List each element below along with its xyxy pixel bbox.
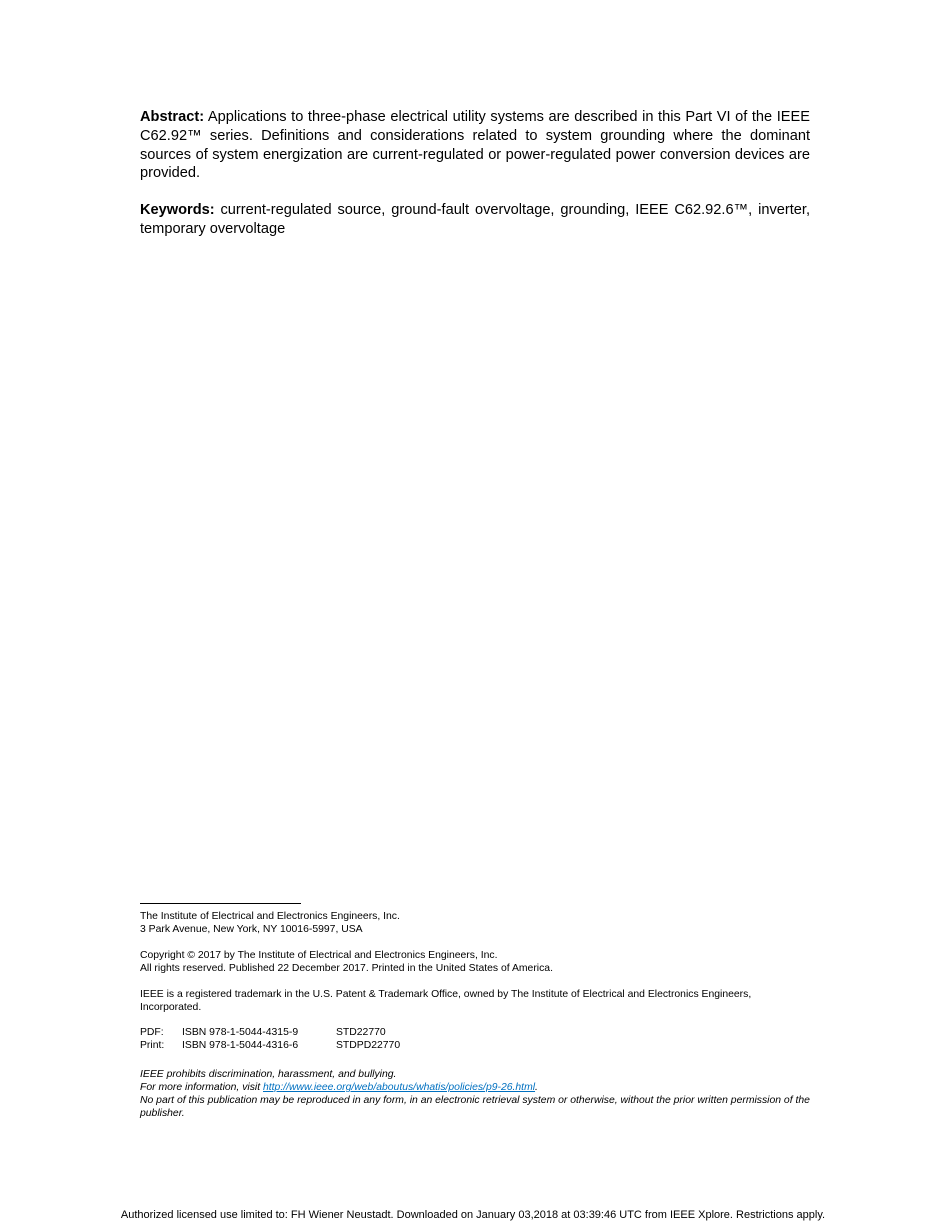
trademark-notice [140,988,810,1014]
policy-link[interactable]: http://www.ieee.org/web/aboutus/whatis/policies/p9-26.html [263,1082,536,1093]
reproduction-notice: No part of this publication may be reproduced in any form, in an electronic retrieval system or otherwise, without the prior written permission of the publisher. [140,1095,810,1119]
more-info-suffix: . [535,1082,538,1093]
keywords-paragraph [140,201,810,239]
abstract-paragraph [140,108,810,183]
isbn-format: Print: [140,1040,165,1051]
isbn-row-pdf [140,1026,810,1039]
isbn-format: PDF: [140,1027,164,1038]
copyright-info [140,949,810,975]
isbn-number: ISBN 978-1-5044-4316-6 [182,1040,299,1051]
abstract-label: Abstract: [140,109,205,125]
authorization-footer: Authorized licensed use limited to: FH Wiener Neustadt. Downloaded on January 03,2018 at 03:39:46 UTC from IEEE Xplore. Restrictions apply. [120,1209,826,1221]
isbn-code: STDPD22770 [336,1040,401,1051]
abstract-text: Applications to three-phase electrical utility systems are described in this Part VI of the IEEE C62.92™ series. Definitions and considerations related to system grounding where the dominant sources of system energization are current-regulated or power-regulated power conversion devices are provided. [140,109,810,182]
publisher-name: The Institute of Electrical and Electronics Engineers, Inc. [140,911,400,922]
more-info-line [140,1081,810,1094]
publisher-address: 3 Park Avenue, New York, NY 10016-5997, USA [140,924,363,935]
isbn-number: ISBN 978-1-5044-4315-9 [182,1027,299,1038]
more-info-prefix: For more information, visit [140,1082,263,1093]
publisher-info [140,910,810,936]
keywords-label: Keywords: [140,202,215,218]
copyright-line: Copyright © 2017 by The Institute of Electrical and Electronics Engineers, Inc. [140,950,498,961]
keywords-text: current-regulated source, ground-fault overvoltage, grounding, IEEE C62.92.6™, inverter, temporary overvoltage [140,202,810,237]
trademark-text: IEEE is a registered trademark in the U.S. Patent & Trademark Office, owned by The Institute of Electrical and Electronics Engineers, Incorporated. [140,989,752,1013]
isbn-row-print [140,1039,810,1052]
discrimination-policy: IEEE prohibits discrimination, harassment, and bullying. [140,1069,397,1080]
isbn-code: STD22770 [336,1027,386,1038]
rights-line: All rights reserved. Published 22 December 2017. Printed in the United States of America. [140,963,553,974]
isbn-table [140,1026,810,1052]
footnote-divider [140,903,301,904]
policy-notice [140,1068,810,1120]
